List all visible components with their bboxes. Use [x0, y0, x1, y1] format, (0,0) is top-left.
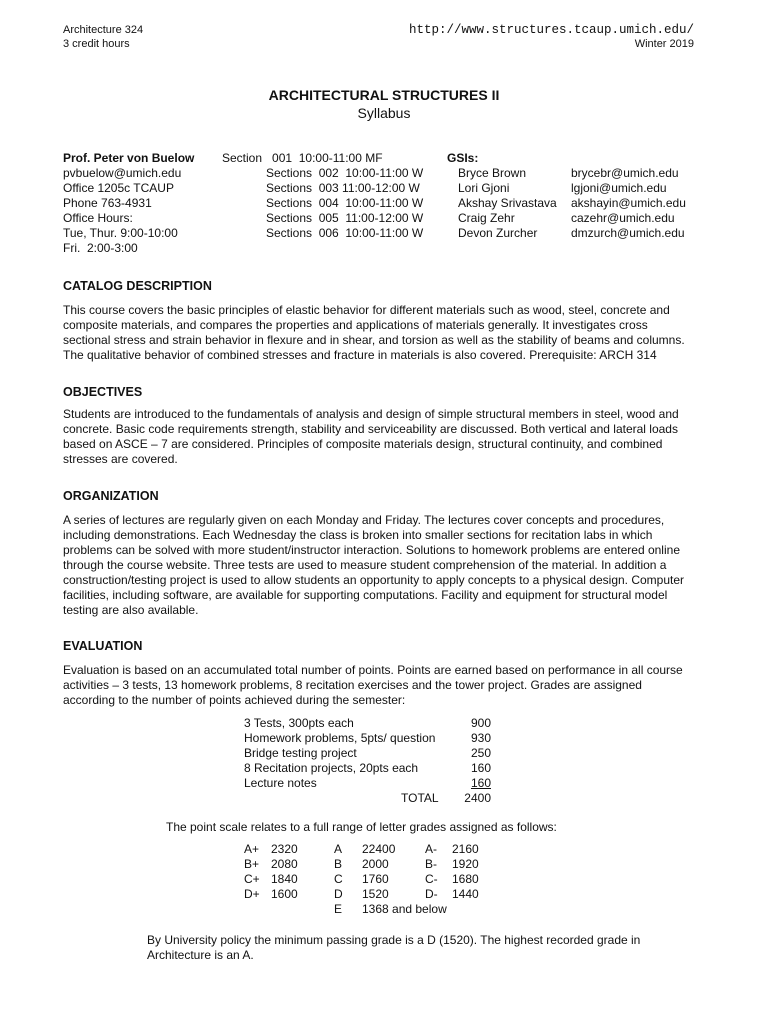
grade-value: 2080: [271, 857, 298, 871]
paragraph-line: A series of lectures are regularly given on each Monday and Friday. The lectures cover concepts and procedures,: [63, 513, 665, 527]
paragraph-line: concrete. Basic code requirements strength, stability and serviceability are discussed. Both vertical and lateral loads: [63, 422, 678, 436]
points-item: Bridge testing project: [244, 746, 357, 760]
objectives-heading: OBJECTIVES: [63, 385, 143, 399]
gsi-name: Lori Gjoni: [458, 181, 510, 195]
grade-letter: B-: [425, 857, 437, 871]
points-item: Homework problems, 5pts/ question: [244, 731, 436, 745]
office-hours-1: Tue, Thur. 9:00-10:00: [63, 226, 178, 240]
grade-value: 2320: [271, 842, 298, 856]
gsi-email[interactable]: cazehr@umich.edu: [571, 211, 675, 225]
paragraph-line: construction/testing project is used to allow students an opportunity to apply concepts to a physical design. Computer: [63, 573, 685, 587]
grade-value: 1368 and below: [362, 902, 447, 916]
office-hours-label: Office Hours:: [63, 211, 133, 225]
section-row: Section 001 10:00-11:00 MF: [222, 151, 383, 165]
points-item: Lecture notes: [244, 776, 317, 790]
points-total-label: TOTAL: [401, 791, 439, 805]
paragraph-line: facilities, including software, are available for supporting computations. Facility and equipment for structural model: [63, 588, 668, 602]
instructor-office: Office 1205c TCAUP: [63, 181, 174, 195]
paragraph-line: This course covers the basic principles of elastic behavior for different materials such as wood, steel, concrete and: [63, 303, 670, 317]
paragraph-line: including demonstrations. Each Wednesday the class is broken into smaller sections for recitation labs in which: [63, 528, 653, 542]
paragraph-line: composite materials, and compares the properties and applications of materials generally. It investigates cross: [63, 318, 648, 332]
grade-letter: D: [334, 887, 343, 901]
paragraph-line: problems can be solved with more student/instructor interaction. Solutions to homework problems are entered online: [63, 543, 680, 557]
grade-value: 2000: [362, 857, 389, 871]
organization-heading: ORGANIZATION: [63, 489, 159, 503]
points-value: 160: [470, 776, 491, 790]
page-title: ARCHITECTURAL STRUCTURES II: [268, 87, 500, 103]
instructor-phone: Phone 763-4931: [63, 196, 152, 210]
paragraph-line: By University policy the minimum passing grade is a D (1520). The highest recorded grade in: [147, 933, 641, 947]
gsi-email[interactable]: brycebr@umich.edu: [571, 166, 679, 180]
page-subtitle: Syllabus: [357, 105, 411, 121]
paragraph-line: activities – 3 tests, 13 homework problems, 8 recitation exercises and the tower project. Grades are assigned: [63, 678, 642, 692]
points-value: 250: [470, 746, 491, 760]
paragraph-line: testing are also available.: [63, 603, 199, 617]
catalog-heading: CATALOG DESCRIPTION: [63, 279, 212, 293]
grade-letter: A-: [425, 842, 437, 856]
paragraph-line: through the course website. Three tests are used to measure student comprehension of the material. In addition a: [63, 558, 667, 572]
section-row: Sections 004 10:00-11:00 W: [266, 196, 424, 210]
gsi-name: Bryce Brown: [458, 166, 527, 180]
paragraph-line: stresses are covered.: [63, 452, 178, 466]
points-item: 8 Recitation projects, 20pts each: [244, 761, 419, 775]
paragraph-line: Evaluation is based on an accumulated total number of points. Points are earned based on performance in all course: [63, 663, 683, 677]
course-url[interactable]: http://www.structures.tcaup.umich.edu/: [408, 23, 694, 37]
instructor-name: Prof. Peter von Buelow: [63, 151, 195, 165]
paragraph-line: according to the number of points achieved during the semester:: [63, 693, 406, 707]
gsi-email[interactable]: lgjoni@umich.edu: [571, 181, 667, 195]
points-item: 3 Tests, 300pts each: [244, 716, 354, 730]
grade-letter: B: [334, 857, 343, 871]
gsi-name: Craig Zehr: [458, 211, 515, 225]
section-row: Sections 003 11:00-12:00 W: [266, 181, 420, 195]
points-value: 930: [470, 731, 491, 745]
section-row: Sections 006 10:00-11:00 W: [266, 226, 424, 240]
grade-letter: D-: [425, 887, 438, 901]
instructor-email[interactable]: pvbuelow@umich.edu: [63, 166, 182, 180]
catalog-paragraph: [63, 303, 723, 363]
grade-letter: C+: [244, 872, 260, 886]
grade-value: 1440: [452, 887, 479, 901]
grade-letter: B+: [244, 857, 260, 871]
grade-letter: C: [334, 872, 343, 886]
gsi-name: Devon Zurcher: [458, 226, 538, 240]
gsi-email[interactable]: dmzurch@umich.edu: [571, 226, 685, 240]
grade-value: 1920: [452, 857, 479, 871]
evaluation-heading: EVALUATION: [63, 639, 143, 653]
paragraph-line: based on ASCE – 7 are considered. Principles of composite materials design, structural continuity, and combined: [63, 437, 663, 451]
term: Winter 2019: [634, 38, 694, 50]
gsi-email[interactable]: akshayin@umich.edu: [571, 196, 686, 210]
gsi-label: GSIs:: [447, 151, 479, 165]
grade-letter: C-: [425, 872, 438, 886]
grade-value: 22400: [362, 842, 396, 856]
grade-value: 1840: [271, 872, 298, 886]
grade-value: 2160: [452, 842, 479, 856]
course-number: Architecture 324: [63, 24, 144, 36]
points-value: 160: [470, 761, 491, 775]
section-row: Sections 005 11:00-12:00 W: [266, 211, 424, 225]
paragraph-line: sectional stress and strain behavior in flexure and in shear, and torsion as well as the stability of beams and columns.: [63, 333, 685, 347]
grade-value: 1680: [452, 872, 479, 886]
credit-hours: 3 credit hours: [63, 38, 130, 50]
grade-letter: D+: [244, 887, 260, 901]
grade-value: 1520: [362, 887, 389, 901]
grade-letter: A: [334, 842, 343, 856]
scale-intro: The point scale relates to a full range of letter grades assigned as follows:: [166, 820, 557, 834]
grade-value: 1760: [362, 872, 389, 886]
paragraph-line: Students are introduced to the fundamentals of analysis and design of simple structural members in steel, wood and: [63, 407, 679, 421]
grade-letter: A+: [244, 842, 260, 856]
gsi-name: Akshay Srivastava: [458, 196, 557, 210]
section-row: Sections 002 10:00-11:00 W: [266, 166, 424, 180]
paragraph-line: The qualitative behavior of combined stresses and fracture in materials is also covered. Prerequisite: ARCH 314: [63, 348, 657, 362]
points-total: 2400: [464, 791, 491, 805]
points-value: 900: [470, 716, 491, 730]
policy-paragraph: [147, 933, 707, 963]
objectives-paragraph: [63, 407, 723, 467]
paragraph-line: Architecture is an A.: [147, 948, 254, 962]
organization-paragraph: [63, 513, 723, 618]
office-hours-2: Fri. 2:00-3:00: [63, 241, 138, 255]
grade-value: 1600: [271, 887, 298, 901]
grade-letter: E: [334, 902, 343, 916]
evaluation-paragraph: [63, 663, 723, 708]
